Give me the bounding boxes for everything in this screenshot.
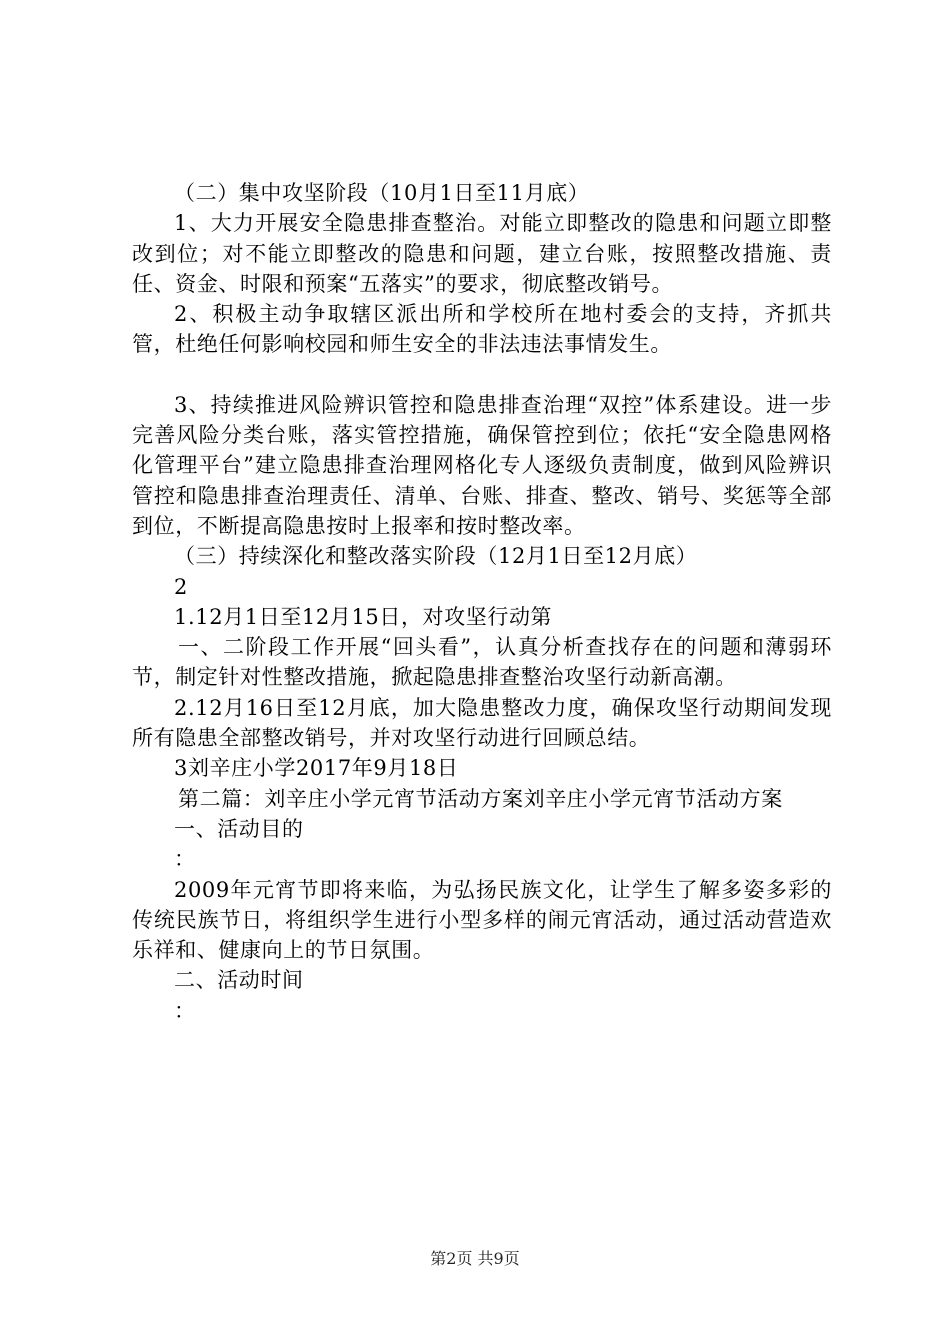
colon-line-1: ： <box>174 847 196 872</box>
section-heading-3: （三）持续深化和整改落实阶段（12月1日至12月底） <box>174 544 698 569</box>
paragraph-1: 1、大力开展安全隐患排查整治。对能立即整改的隐患和问题立即整改到位；对不能立即整改的隐患和问题，建立台账，按照整改措施、责任、资金、时限和预案“五落实”的要求，彻底整改销号。 <box>132 211 832 296</box>
blank-line <box>132 360 832 390</box>
paragraph-7: 2009年元宵节即将来临，为弘扬民族文化，让学生了解多姿多彩的传统民族节日，将组织学生进行小型多样的闹元宵活动，通过活动营造欢乐祥和、健康向上的节日氛围。 <box>132 877 832 963</box>
heading-purpose: 一、活动目的 <box>174 816 304 841</box>
page-marker: 2 <box>174 574 188 599</box>
paragraph-6: 2.12月16日至12月底，加大隐患整改力度，确保攻坚行动期间发现所有隐患全部整改销号，并对攻坚行动进行回顾总结。 <box>132 695 832 751</box>
chapter-title: 第二篇：刘辛庄小学元宵节活动方案刘辛庄小学元宵节活动方案 <box>178 786 783 811</box>
paragraph-2: 2、积极主动争取辖区派出所和学校所在地村委会的支持，齐抓共管，杜绝任何影响校园和师生安全的非法违法事情发生。 <box>132 302 832 357</box>
section-heading-2: （二）集中攻坚阶段（10月1日至11月底） <box>174 181 590 205</box>
heading-time: 二、活动时间 <box>174 968 304 993</box>
paragraph-5: 一、二阶段工作开展“回头看”，认真分析查找存在的问题和薄弱环节，制定针对性整改措施，掀起隐患排查整治攻坚行动新高潮。 <box>132 635 832 690</box>
colon-line-2: ： <box>174 998 196 1023</box>
page-footer: 第2页 共9页 <box>430 1249 520 1268</box>
paragraph-3: 3、持续推进风险辨识管控和隐患排查治理“双控”体系建设。进一步完善风险分类台账，落实管控措施，确保管控到位；依托“安全隐患网格化管理平台”建立隐患排查治理网格化专人逐级负责制度，做到风险辨识管控和隐患排查治理责任、清单、台账、排查、整改、销号、奖惩等全部到位，不断提高隐患按时上报率和按时整改率。 <box>132 392 832 538</box>
paragraph-4: 1.12月1日至12月15日，对攻坚行动第 <box>174 604 553 629</box>
document-body <box>132 178 832 1026</box>
signature-line: 3刘辛庄小学2017年9月18日 <box>174 756 459 781</box>
